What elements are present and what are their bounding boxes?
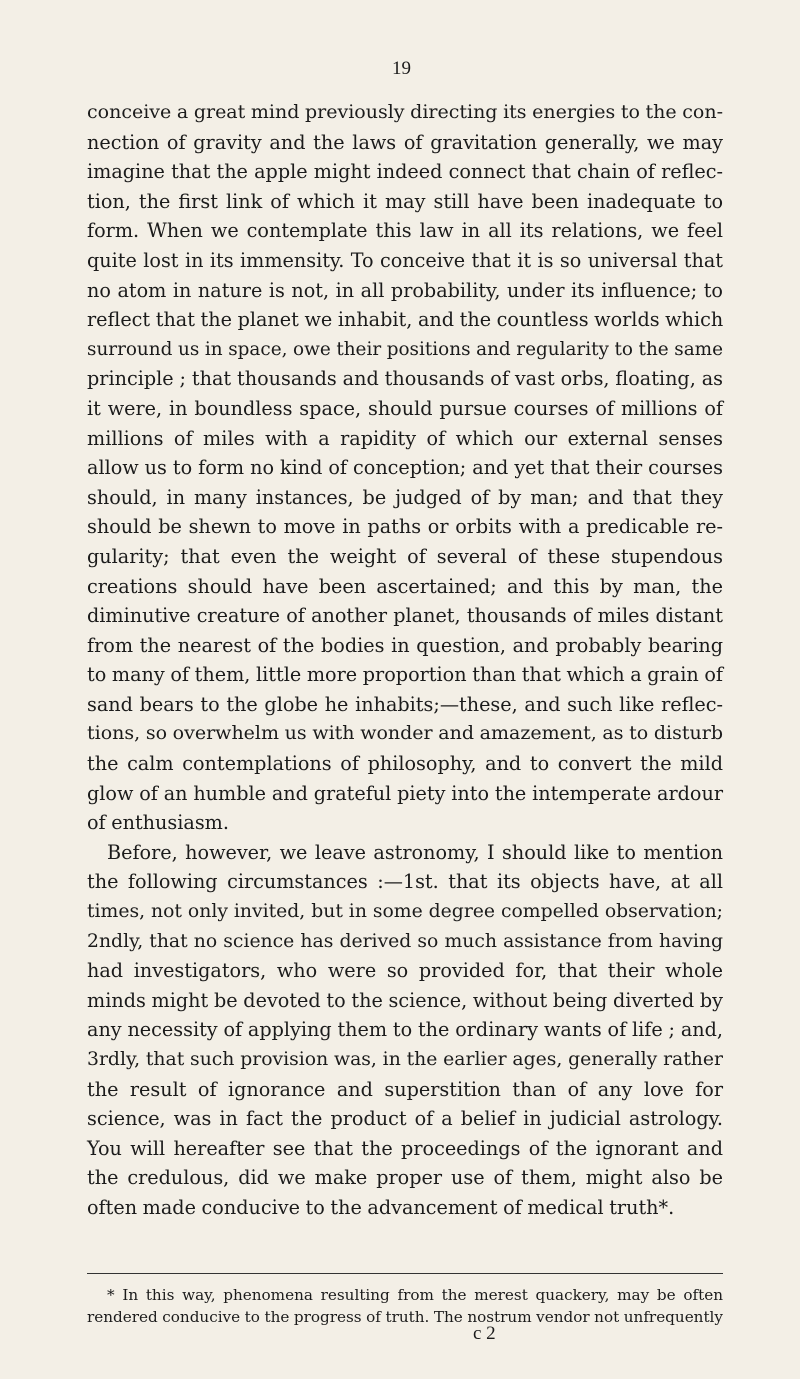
- footnote: [87, 1284, 723, 1328]
- text-line: surround us in space, owe their positions and regularity to the same: [87, 338, 723, 360]
- text-line: the credulous, did we make proper use of them, might also be: [87, 1166, 723, 1190]
- text-line: conceive a great mind previously directing its energies to the con-: [87, 101, 723, 123]
- text-line: should, in many instances, be judged of by man; and that they: [87, 485, 723, 509]
- text-line: Before, however, we leave astronomy, I should like to mention: [107, 840, 723, 864]
- text-line: any necessity of applying them to the ordinary wants of life ; and,: [87, 1018, 723, 1042]
- text-line: science, was in fact the product of a belief in judicial astrology.: [87, 1107, 723, 1131]
- text-line: quite lost in its immensity. To conceive that it is so universal that: [87, 248, 723, 272]
- text-line: You will hereafter see that the proceedings of the ignorant and: [87, 1136, 723, 1160]
- text-line: glow of an humble and grateful piety into the intemperate ardour: [87, 781, 723, 805]
- text-line: the calm contemplations of philosophy, and to convert the mild: [87, 752, 723, 776]
- footnote-line: rendered conducive to the progress of truth. The nostrum vendor not unfrequently: [87, 1308, 723, 1326]
- text-line: of enthusiasm.: [87, 811, 229, 835]
- text-line: tion, the first link of which it may still have been inadequate to: [87, 189, 723, 213]
- text-line: reflect that the planet we inhabit, and the countless worlds which: [87, 308, 724, 332]
- text-line: 3rdly, that such provision was, in the earlier ages, generally rather: [87, 1049, 723, 1070]
- text-line: nection of gravity and the laws of gravitation generally, we may: [87, 130, 723, 154]
- text-line: principle ; that thousands and thousands of vast orbs, floating, as: [87, 367, 723, 391]
- text-line: should be shewn to move in paths or orbits with a predicable re-: [87, 515, 723, 539]
- page-number: 19: [392, 58, 411, 79]
- text-line: it were, in boundless space, should pursue courses of millions of: [87, 396, 723, 420]
- text-line: gularity; that even the weight of several of these stupendous: [87, 544, 723, 568]
- text-line: often made conducive to the advancement of medical truth*.: [87, 1195, 675, 1219]
- text-line: 2ndly, that no science has derived so much assistance from having: [87, 930, 723, 952]
- text-line: diminutive creature of another planet, thousands of miles distant: [87, 604, 723, 628]
- text-line: no atom in nature is not, in all probability, under its influence; to: [87, 278, 723, 302]
- text-line: from the nearest of the bodies in question, and probably bearing: [87, 633, 723, 657]
- text-line: to many of them, little more proportion than that which a grain of: [87, 663, 723, 687]
- footnote-line: * In this way, phenomena resulting from the merest quackery, may be often: [107, 1286, 723, 1304]
- signature-mark: c 2: [473, 1323, 496, 1344]
- text-line: allow us to form no kind of conception; and yet that their courses: [87, 456, 723, 480]
- text-line: the following circumstances :—1st. that its objects have, at all: [87, 870, 723, 894]
- text-line: sand bears to the globe he inhabits;—these, and such like reflec-: [87, 692, 723, 716]
- body-text: [87, 98, 723, 1223]
- footnote-divider: [87, 1273, 723, 1274]
- text-line: creations should have been ascertained; and this by man, the: [87, 574, 723, 598]
- text-line: the result of ignorance and superstition than of any love for: [87, 1077, 723, 1101]
- text-line: millions of miles with a rapidity of which our external senses: [87, 426, 723, 450]
- text-line: tions, so overwhelm us with wonder and amazement, as to disturb: [87, 722, 723, 745]
- text-line: minds might be devoted to the science, without being diverted by: [87, 988, 723, 1012]
- text-line: times, not only invited, but in some degree compelled observation;: [87, 901, 723, 923]
- text-line: had investigators, who were so provided for, that their whole: [87, 959, 723, 983]
- text-line: imagine that the apple might indeed connect that chain of reflec-: [87, 160, 723, 184]
- text-line: form. When we contemplate this law in all its relations, we feel: [87, 219, 723, 243]
